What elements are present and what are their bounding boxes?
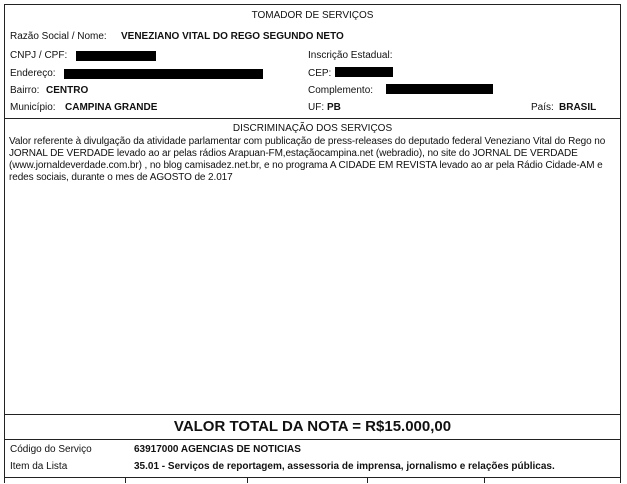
discriminacao-text: Valor referente à divulgação da atividade parlamentar com publicação de press-releases do deputado federal Veneziano Vital do Rego no JORNAL DE VERDADE levado ao ar pelas rádios Arapuan-FM,estaçãocampina.net (webradio), no site do JORNAL DE VERDADE (www.jornaldeverdade.com.br) , no blog camisadez.net.br, e no programa A CIDADE EM REVISTA levado ao ar pela Rádio Cidade-AM e redes sociais, durante o mes de AGOSTO de 2.017 (9, 136, 606, 183)
item-lista-label: Item da Lista (10, 461, 68, 472)
tomador-header: TOMADOR DE SERVIÇOS (251, 10, 374, 21)
section-divider (4, 439, 621, 440)
uf-label: UF: (308, 102, 325, 113)
cep-label: CEP: (308, 68, 332, 79)
tax-row-separator (367, 477, 368, 483)
cep-redaction (335, 67, 393, 77)
discriminacao-header: DISCRIMINAÇÃO DOS SERVIÇOS (232, 123, 393, 134)
tax-row-separator (125, 477, 126, 483)
endereco-label: Endereço: (10, 68, 56, 79)
municipio-value: CAMPINA GRANDE (65, 102, 158, 113)
inscricao-label: Inscrição Estadual: (308, 50, 393, 61)
cnpj-redaction (76, 51, 156, 61)
pais-label: País: (531, 102, 554, 113)
municipio-label: Município: (10, 102, 56, 113)
razao-social-label: Razão Social / Nome: (10, 31, 107, 42)
pais-value: BRASIL (559, 102, 597, 113)
endereco-redaction (64, 69, 263, 79)
valor-total: VALOR TOTAL DA NOTA = R$15.000,00 (173, 418, 452, 435)
complemento-label: Complemento: (308, 85, 374, 96)
bairro-value: CENTRO (46, 85, 89, 96)
uf-value: PB (327, 102, 341, 113)
codigo-servico-value: 63917000 AGENCIAS DE NOTICIAS (134, 444, 301, 455)
complemento-redaction (386, 84, 493, 94)
item-lista-value: 35.01 - Serviços de reportagem, assessoria de imprensa, jornalismo e relações públicas. (134, 461, 555, 472)
tax-row-separator (247, 477, 248, 483)
section-divider (4, 118, 621, 119)
razao-social-value: VENEZIANO VITAL DO REGO SEGUNDO NETO (121, 31, 344, 42)
section-divider (4, 414, 621, 415)
bairro-label: Bairro: (10, 85, 40, 96)
cnpj-label: CNPJ / CPF: (10, 50, 68, 61)
tax-row-separator (484, 477, 485, 483)
codigo-servico-label: Código do Serviço (10, 444, 92, 455)
